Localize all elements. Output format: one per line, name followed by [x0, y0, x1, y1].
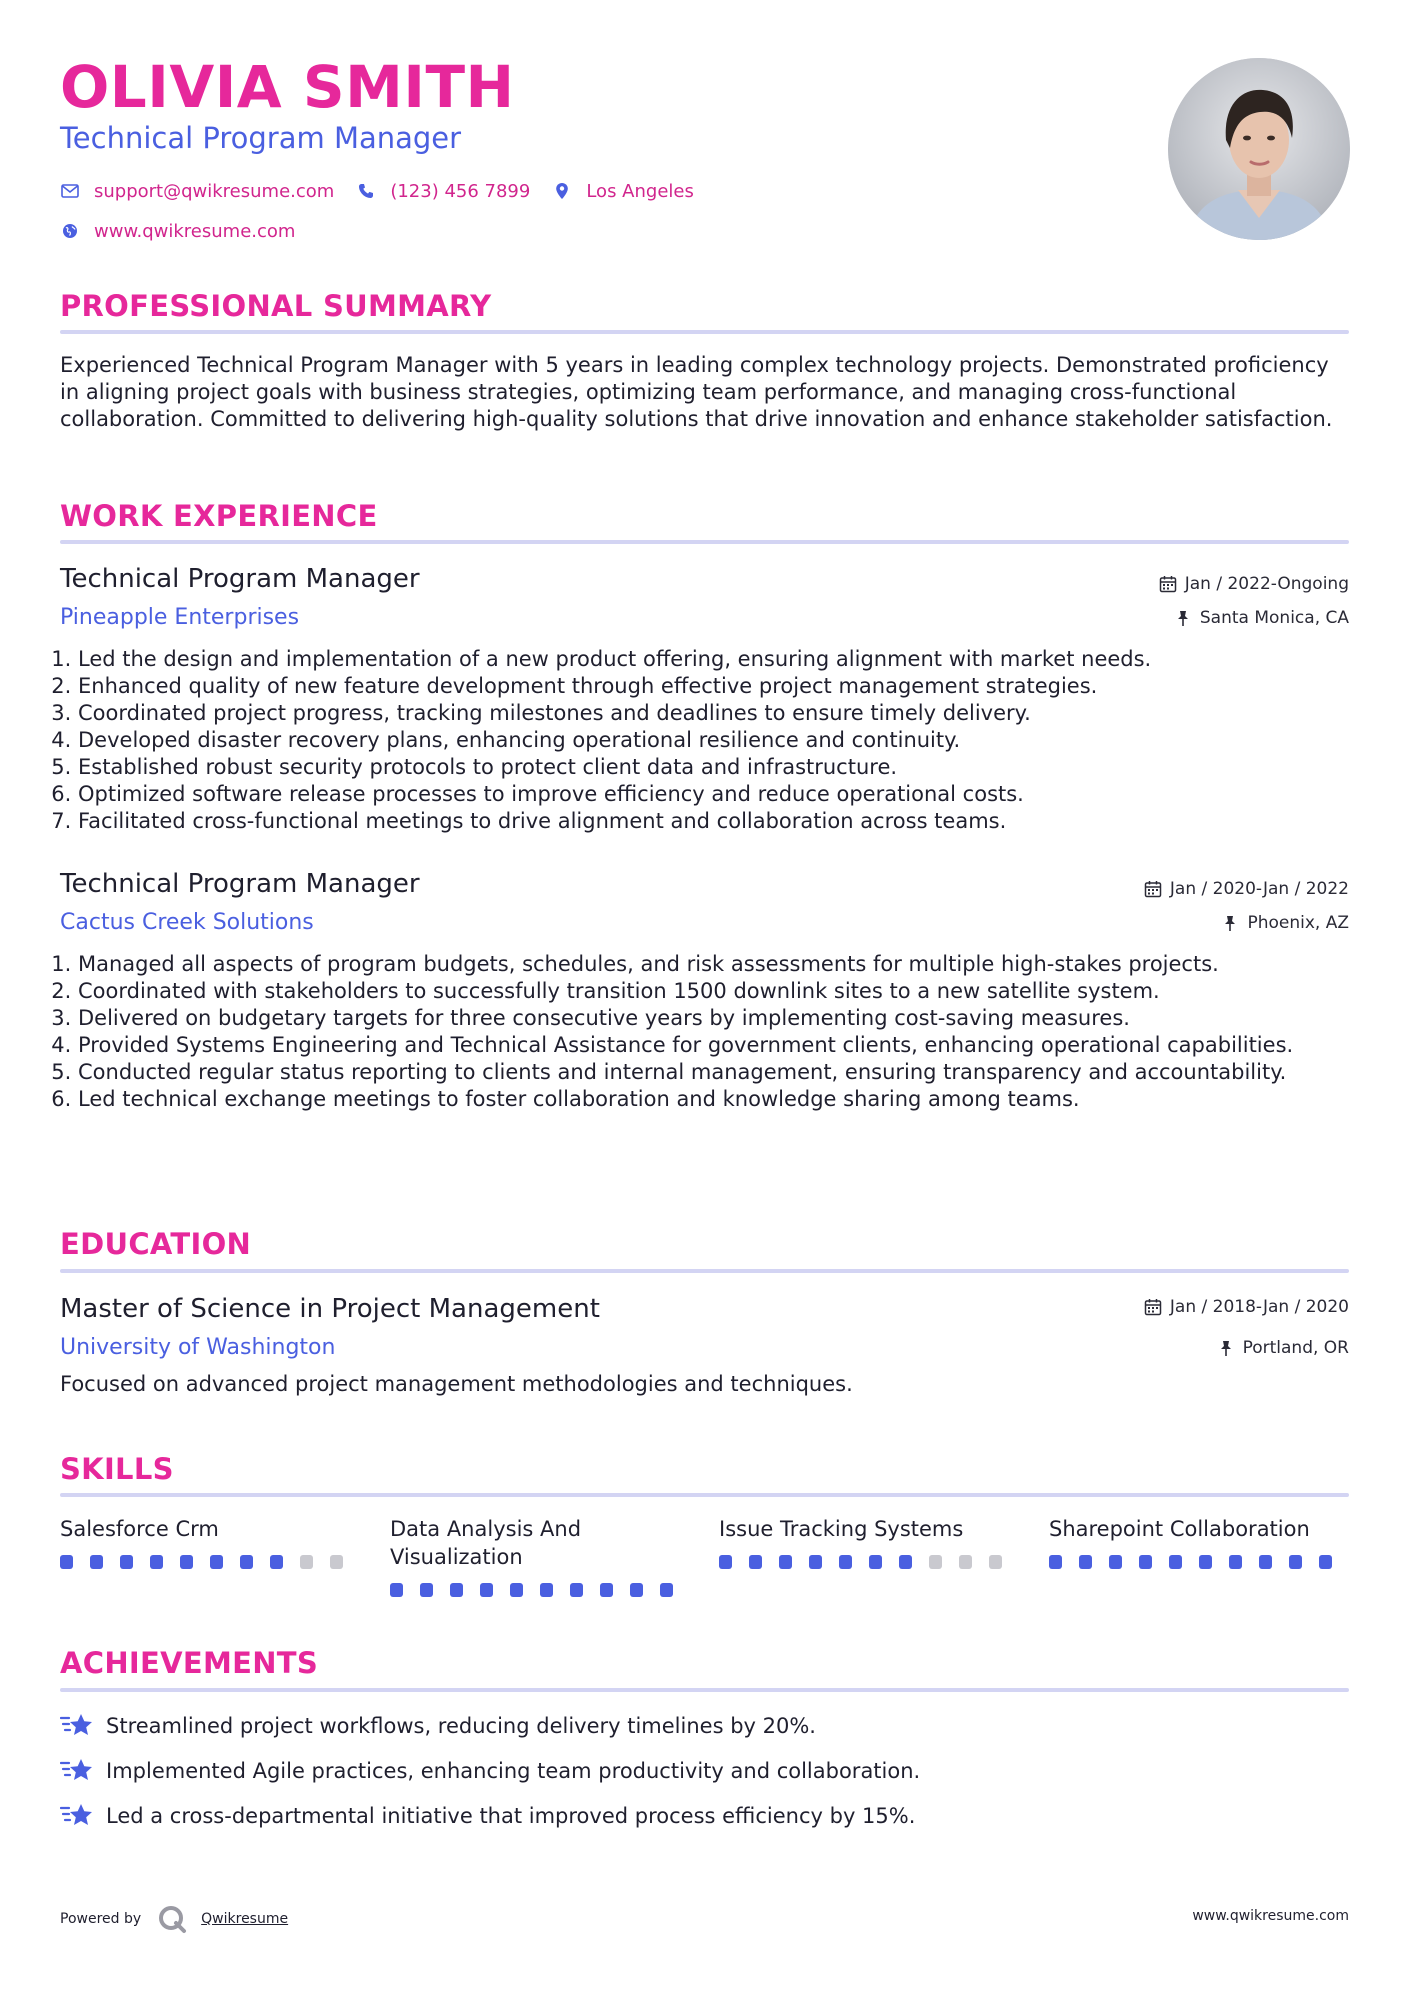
phone-text: (123) 456 7899 [390, 180, 531, 202]
list-item: 5. Established robust security protocols to protect client data and infrastructure. [78, 754, 1367, 781]
skill-dot-filled [570, 1583, 583, 1597]
skill-dot-filled [180, 1555, 193, 1569]
achievement-item [60, 1712, 816, 1740]
skill-dot-filled [390, 1583, 403, 1597]
list-item: 3. Delivered on budgetary targets for three consecutive years by implementing cost-saving measures. [78, 1005, 1367, 1032]
brand-link[interactable]: Qwikresume [201, 1911, 289, 1927]
contact-email[interactable] [60, 181, 334, 202]
job-bullets [60, 646, 1367, 835]
skill-item [390, 1515, 690, 1597]
contact-website[interactable] [60, 221, 295, 242]
skill-dot-empty [300, 1555, 313, 1569]
star-icon [60, 1802, 94, 1830]
skill-dot-empty [929, 1555, 942, 1569]
contact-location [552, 181, 694, 202]
education-description: Focused on advanced project management methodologies and techniques. [60, 1372, 853, 1396]
skill-dot-filled [1319, 1555, 1332, 1569]
skill-dot-filled [240, 1555, 253, 1569]
achievements-title: ACHIEVEMENTS [60, 1646, 319, 1680]
skill-dot-filled [270, 1555, 283, 1569]
skill-item [719, 1515, 1019, 1569]
achievement-item [60, 1757, 920, 1785]
skill-dot-filled [1199, 1555, 1212, 1569]
pushpin-icon [1174, 609, 1192, 627]
skill-dot-empty [330, 1555, 343, 1569]
skill-level-dots [390, 1583, 690, 1597]
job-dates-text: Jan / 2020-Jan / 2022 [1169, 878, 1349, 899]
powered-by-label: Powered by [60, 1911, 142, 1927]
job-dates [1144, 880, 1349, 898]
skill-item [60, 1515, 360, 1569]
skill-dot-filled [420, 1583, 433, 1597]
section-divider [60, 1688, 1349, 1692]
job-title: Technical Program Manager [60, 564, 420, 594]
skill-dot-filled [1109, 1555, 1122, 1569]
skill-dot-filled [60, 1555, 73, 1569]
skill-dot-filled [869, 1555, 882, 1569]
job-dates-text: Jan / 2022-Ongoing [1184, 573, 1349, 594]
summary-text: Experienced Technical Program Manager with 5 years in leading complex technology projects. Demonstrated proficiency in aligning project goals with business strategies, optimizing team performance, and managing cross-functional collaboration. Committed to delivering high-quality solutions that drive innovation and enhance stakeholder satisfaction. [60, 353, 1333, 431]
list-item: 6. Led technical exchange meetings to foster collaboration and knowledge sharing among teams. [78, 1086, 1367, 1113]
achievement-text: Implemented Agile practices, enhancing team productivity and collaboration. [106, 1759, 921, 1783]
email-text: support@qwikresume.com [94, 180, 335, 202]
skill-name: Data Analysis And Visualization [390, 1517, 582, 1569]
contact-phone[interactable] [356, 181, 530, 202]
skill-dot-filled [899, 1555, 912, 1569]
skill-level-dots [60, 1555, 360, 1569]
skill-dot-filled [660, 1583, 673, 1597]
calendar-icon [1144, 880, 1162, 898]
company-name: Pineapple Enterprises [60, 605, 300, 630]
list-item: 1. Led the design and implementation of a new product offering, ensuring alignment with market needs. [78, 646, 1367, 673]
achievement-text: Streamlined project workflows, reducing delivery timelines by 20%. [106, 1714, 816, 1738]
skill-dot-empty [989, 1555, 1002, 1569]
skill-dot-filled [779, 1555, 792, 1569]
globe-icon [60, 221, 80, 241]
skill-level-dots [1049, 1555, 1349, 1569]
skill-dot-filled [480, 1583, 493, 1597]
phone-icon [356, 181, 376, 201]
website-text: www.qwikresume.com [94, 220, 296, 242]
pushpin-icon [1221, 914, 1239, 932]
pushpin-icon [1217, 1339, 1235, 1357]
skill-dot-filled [600, 1583, 613, 1597]
list-item: 2. Enhanced quality of new feature development through effective project management strategies. [78, 673, 1367, 700]
qwikresume-logo-icon [157, 1904, 187, 1934]
skill-dot-filled [1259, 1555, 1272, 1569]
job-location [1221, 914, 1349, 932]
skill-dot-filled [1229, 1555, 1242, 1569]
job-location-text: Phoenix, AZ [1247, 912, 1349, 933]
education-dates-text: Jan / 2018-Jan / 2020 [1169, 1296, 1349, 1317]
contact-info [60, 178, 716, 258]
footer-url[interactable]: www.qwikresume.com [1192, 1908, 1349, 1924]
company-name: Cactus Creek Solutions [60, 910, 314, 935]
skill-dot-filled [90, 1555, 103, 1569]
section-divider [60, 1493, 1349, 1497]
skill-dot-filled [450, 1583, 463, 1597]
star-icon [60, 1757, 94, 1785]
list-item: 7. Facilitated cross-functional meetings to drive alignment and collaboration across teams. [78, 808, 1367, 835]
section-divider [60, 330, 1349, 334]
job-title: Technical Program Manager [60, 869, 420, 899]
skill-item [1049, 1515, 1349, 1569]
skill-dot-empty [959, 1555, 972, 1569]
location-text: Los Angeles [586, 180, 694, 202]
candidate-role: Technical Program Manager [60, 121, 462, 155]
skill-dot-filled [1139, 1555, 1152, 1569]
skill-level-dots [719, 1555, 1019, 1569]
powered-by [60, 1904, 288, 1934]
skill-dot-filled [719, 1555, 732, 1569]
skill-dot-filled [1169, 1555, 1182, 1569]
skill-dot-filled [630, 1583, 643, 1597]
skill-dot-filled [510, 1583, 523, 1597]
job-dates [1159, 575, 1349, 593]
skill-name: Issue Tracking Systems [719, 1517, 964, 1541]
list-item: 5. Conducted regular status reporting to clients and internal management, ensuring transparency and accountability. [78, 1059, 1367, 1086]
skill-name: Salesforce Crm [60, 1517, 219, 1541]
star-icon [60, 1712, 94, 1740]
mail-icon [60, 181, 80, 201]
experience-title: WORK EXPERIENCE [60, 499, 378, 533]
skills-title: SKILLS [60, 1452, 174, 1486]
skill-dot-filled [120, 1555, 133, 1569]
calendar-icon [1144, 1298, 1162, 1316]
skill-dot-filled [1049, 1555, 1062, 1569]
profile-photo [1168, 58, 1350, 240]
education-dates [1144, 1298, 1349, 1316]
section-divider [60, 1269, 1349, 1273]
list-item: 2. Coordinated with stakeholders to successfully transition 1500 downlink sites to a new satellite system. [78, 978, 1367, 1005]
skill-dot-filled [150, 1555, 163, 1569]
degree-title: Master of Science in Project Management [60, 1294, 600, 1324]
summary-title: PROFESSIONAL SUMMARY [60, 289, 492, 323]
list-item: 4. Provided Systems Engineering and Technical Assistance for government clients, enhancing operational capabilities. [78, 1032, 1367, 1059]
map-pin-icon [552, 181, 572, 201]
skill-dot-filled [1079, 1555, 1092, 1569]
skill-dot-filled [1289, 1555, 1302, 1569]
job-location-text: Santa Monica, CA [1199, 607, 1349, 628]
job-bullets [60, 951, 1367, 1113]
skill-dot-filled [809, 1555, 822, 1569]
list-item: 1. Managed all aspects of program budgets, schedules, and risk assessments for multiple high-stakes projects. [78, 951, 1367, 978]
skill-dot-filled [839, 1555, 852, 1569]
school-name: University of Washington [60, 1335, 336, 1360]
candidate-name: OLIVIA SMITH [60, 53, 515, 121]
section-divider [60, 540, 1349, 544]
education-location-text: Portland, OR [1242, 1337, 1349, 1358]
skill-dot-filled [210, 1555, 223, 1569]
achievement-text: Led a cross-departmental initiative that improved process efficiency by 15%. [106, 1804, 916, 1828]
job-location [1174, 609, 1349, 627]
skill-name: Sharepoint Collaboration [1049, 1517, 1310, 1541]
education-title: EDUCATION [60, 1227, 252, 1261]
education-location [1217, 1339, 1349, 1357]
skill-dot-filled [749, 1555, 762, 1569]
achievement-item [60, 1802, 915, 1830]
calendar-icon [1159, 575, 1177, 593]
list-item: 6. Optimized software release processes to improve efficiency and reduce operational costs. [78, 781, 1367, 808]
skill-dot-filled [540, 1583, 553, 1597]
list-item: 4. Developed disaster recovery plans, enhancing operational resilience and continuity. [78, 727, 1367, 754]
list-item: 3. Coordinated project progress, tracking milestones and deadlines to ensure timely delivery. [78, 700, 1367, 727]
